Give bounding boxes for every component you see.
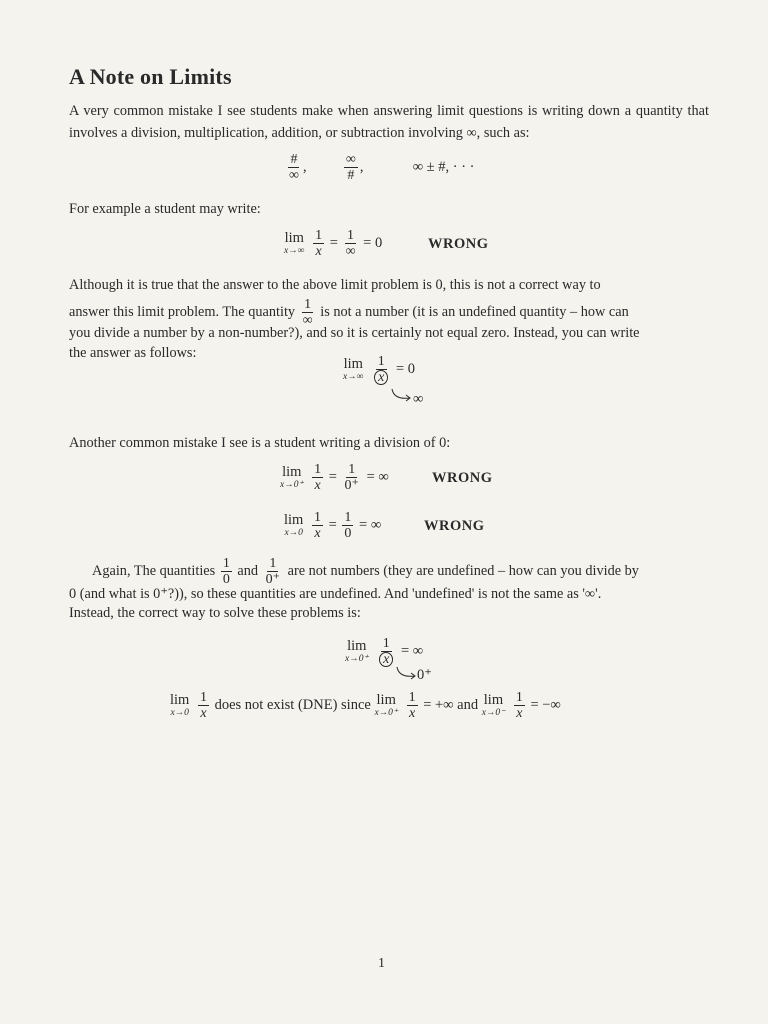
circled-x: x (379, 652, 393, 667)
wrong-label-1: WRONG (428, 236, 489, 252)
paragraph2-line3: you divide a number by a non-number?), and so it is certainly not equal zero. Instead, you can write (69, 325, 640, 341)
equation-wrong-3: lim x→0 $\frac{1}{x}$ = $\frac{1}{0}$ = ∞ (284, 510, 382, 541)
page-number: 1 (378, 956, 385, 971)
paragraph4-line3: Instead, the correct way to solve these problems is: (69, 605, 361, 621)
arrow-label-zero-plus: 0⁺ (417, 667, 432, 683)
intro-paragraph: A very common mistake I see students make when answering limit questions is writing down a quantity that involves a division, multiplication, addition, or subtraction involving ∞, such as: (69, 103, 709, 141)
form-inf-over-hash: $\frac{\infty}{\#}$ (345, 152, 356, 183)
wrong-label-3: WRONG (424, 518, 485, 534)
form-inf-plus-minus: ∞ ± #, · · · (412, 158, 475, 175)
page-title: A Note on Limits (69, 64, 232, 89)
equation-correct-2: lim x→0⁺ $\frac{1}{x}$ = ∞ (345, 636, 424, 667)
equation-wrong-2: lim x→0⁺ $\frac{1}{x}$ = $\frac{1}{0^+}$ = ∞ (280, 462, 389, 493)
equation-dne: lim x→0 $\frac{1}{x}$ does not exist (DNE) since lim x→0⁺ $\frac{1}{x}$ = +∞ and lim x→0⁻ $\frac{1}{x}$ = −∞ (170, 690, 561, 721)
paragraph2-line2: answer this limit problem. The quantity $\frac{1}{\infty}$ is not a number (it is an undefined quantity – how can (69, 297, 629, 328)
paragraph4-line2: 0 (and what is 0⁺?)), so these quantities are undefined. And 'undefined' is not the same as '∞'. (69, 586, 602, 602)
paragraph4-line1: Again, The quantities $\frac{1}{0}$ and $\frac{1}{0^+}$ are not numbers (they are undefined – how can you divide by (92, 556, 639, 587)
paragraph3: Another common mistake I see is a student writing a division of 0: (69, 435, 451, 451)
circled-x: x (374, 370, 388, 385)
paragraph2-line1: Although it is true that the answer to the above limit problem is 0, this is not a correct way to (69, 277, 601, 293)
equation-correct-1: lim x→∞ $\frac{1}{x}$ = 0 (343, 354, 416, 385)
equation-wrong-1: lim x→∞ $\frac{1}{x}$ = $\frac{1}{\infty}$ = 0 (284, 228, 383, 259)
arrow-label-infinity: ∞ (413, 391, 424, 407)
wrong-label-2: WRONG (432, 470, 493, 486)
indeterminate-forms: $\frac{\#}{\infty}$ , $\frac{\infty}{\#}$ , ∞ ± #, · · · (289, 152, 475, 183)
example-intro: For example a student may write: (69, 201, 261, 217)
form-hash-over-inf: $\frac{\#}{\infty}$ (289, 152, 299, 183)
paragraph2-line4: the answer as follows: (69, 345, 197, 361)
